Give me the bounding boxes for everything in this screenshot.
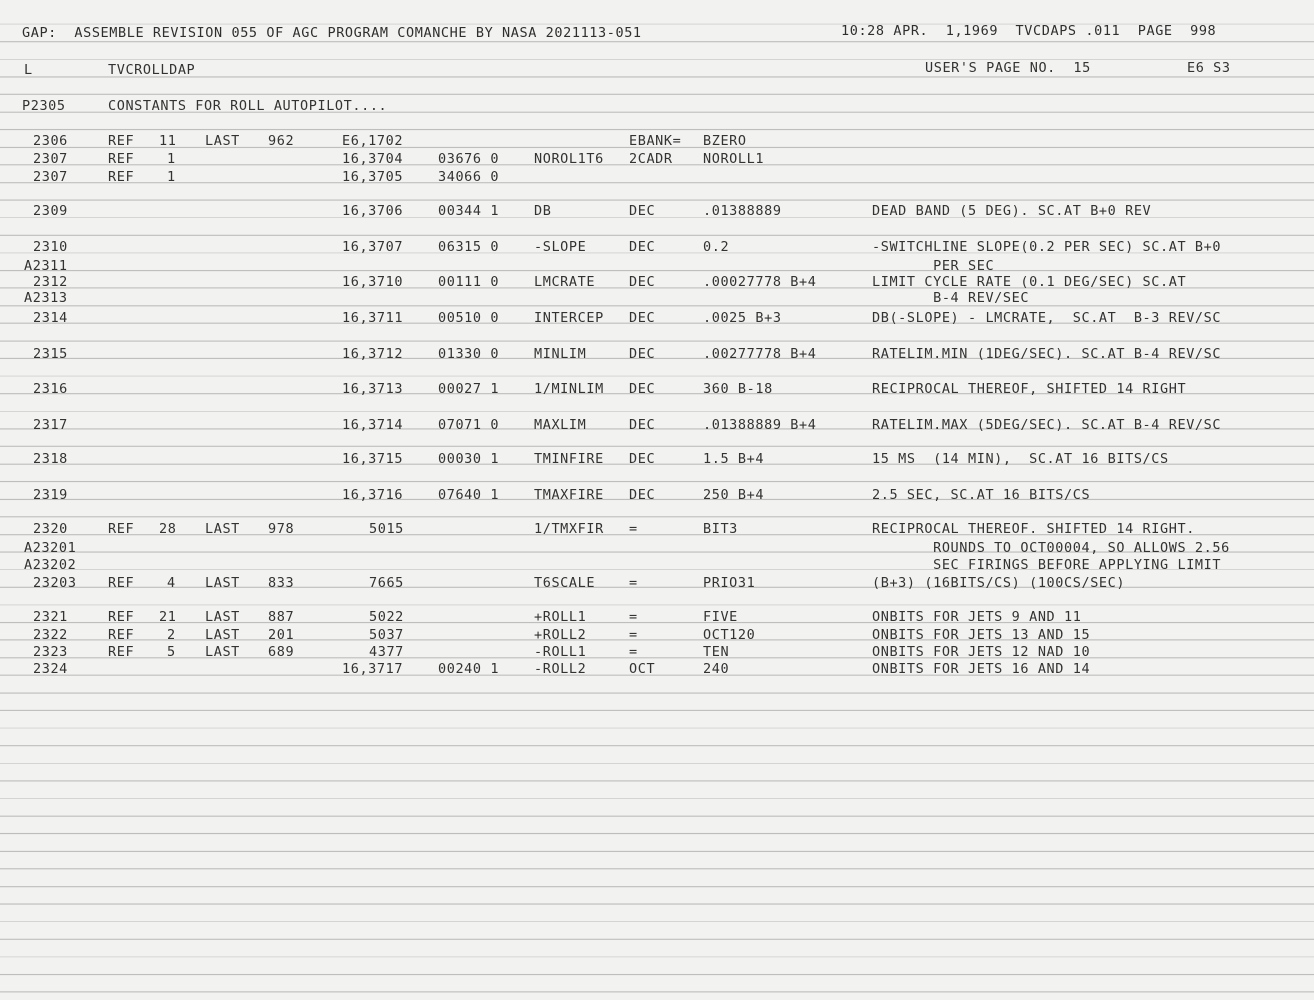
title-line-number: P2305 (22, 98, 66, 114)
address: 16,3707 (342, 239, 404, 255)
ref-keyword: REF (108, 169, 135, 185)
opcode: DEC (629, 239, 656, 255)
line-number: 2310 (33, 239, 68, 255)
symbol-label: 1/TMXFIR (534, 521, 604, 537)
line-number: 2306 (33, 133, 68, 149)
line-number: A23202 (24, 557, 77, 573)
comment: PER SEC (872, 258, 995, 274)
operand: .01388889 B+4 (703, 417, 817, 433)
comment: B-4 REV/SEC (872, 290, 1030, 306)
octal-code: 07071 0 (438, 417, 500, 433)
symbol-label: DB (534, 203, 552, 219)
comment: ONBITS FOR JETS 16 AND 14 (872, 661, 1091, 677)
ref-keyword: REF (108, 133, 135, 149)
symbol-label: NOROL1T6 (534, 151, 604, 167)
operand: FIVE (703, 609, 738, 625)
ref-count: 4 (167, 575, 176, 591)
last-line: 201 (268, 627, 295, 643)
octal-code: 01330 0 (438, 346, 500, 362)
comment: RATELIM.MIN (1DEG/SEC). SC.AT B-4 REV/SC (872, 346, 1222, 362)
address: 16,3716 (342, 487, 404, 503)
ref-keyword: REF (108, 627, 135, 643)
last-line: 689 (268, 644, 295, 660)
symbol-label: MAXLIM (534, 417, 587, 433)
comment: (B+3) (16BITS/CS) (100CS/SEC) (872, 575, 1126, 591)
ref-keyword: REF (108, 151, 135, 167)
last-keyword: LAST (205, 133, 240, 149)
opcode: DEC (629, 274, 656, 290)
line-number: 2309 (33, 203, 68, 219)
address: 5022 (369, 609, 404, 625)
comment: RECIPROCAL THEREOF. SHIFTED 14 RIGHT. (872, 521, 1195, 537)
operand: BZERO (703, 133, 747, 149)
line-number: 2323 (33, 644, 68, 660)
line-number: 2314 (33, 310, 68, 326)
operand: .0025 B+3 (703, 310, 782, 326)
symbol-label: -ROLL1 (534, 644, 587, 660)
address: 16,3704 (342, 151, 404, 167)
line-number: 2317 (33, 417, 68, 433)
opcode: EBANK= (629, 133, 682, 149)
opcode: DEC (629, 487, 656, 503)
last-line: 962 (268, 133, 295, 149)
line-number: 2324 (33, 661, 68, 677)
last-line: 833 (268, 575, 295, 591)
opcode: DEC (629, 310, 656, 326)
operand: 0.2 (703, 239, 730, 255)
comment: ROUNDS TO OCT00004, SO ALLOWS 2.56 (872, 540, 1230, 556)
operand: TEN (703, 644, 730, 660)
sheet-id: E6 S3 (1187, 60, 1231, 76)
octal-code: 00510 0 (438, 310, 500, 326)
symbol-label: LMCRATE (534, 274, 596, 290)
address: 16,3710 (342, 274, 404, 290)
octal-code: 07640 1 (438, 487, 500, 503)
line-number: 2315 (33, 346, 68, 362)
last-line: 887 (268, 609, 295, 625)
user-page-number: USER'S PAGE NO. 15 (925, 60, 1091, 76)
operand: PRIO31 (703, 575, 756, 591)
line-number: 2320 (33, 521, 68, 537)
octal-code: 00111 0 (438, 274, 500, 290)
operand: NOROLL1 (703, 151, 765, 167)
opcode: DEC (629, 417, 656, 433)
address: 7665 (369, 575, 404, 591)
comment: LIMIT CYCLE RATE (0.1 DEG/SEC) SC.AT (872, 274, 1187, 290)
address: 16,3717 (342, 661, 404, 677)
symbol-label: -SLOPE (534, 239, 587, 255)
operand: .01388889 (703, 203, 782, 219)
comment: RECIPROCAL THEREOF, SHIFTED 14 RIGHT (872, 381, 1187, 397)
operand: OCT120 (703, 627, 756, 643)
symbol-label: T6SCALE (534, 575, 596, 591)
address: E6,1702 (342, 133, 404, 149)
opcode: = (629, 627, 638, 643)
opcode: DEC (629, 346, 656, 362)
line-number: 2312 (33, 274, 68, 290)
line-number: 23203 (33, 575, 77, 591)
symbol-label: TMAXFIRE (534, 487, 604, 503)
address: 5015 (369, 521, 404, 537)
address: 16,3714 (342, 417, 404, 433)
address: 5037 (369, 627, 404, 643)
symbol-label: INTERCEP (534, 310, 604, 326)
address: 16,3705 (342, 169, 404, 185)
symbol-label: TMINFIRE (534, 451, 604, 467)
operand: 1.5 B+4 (703, 451, 765, 467)
operand: 240 (703, 661, 730, 677)
line-number: 2316 (33, 381, 68, 397)
octal-code: 34066 0 (438, 169, 500, 185)
title-line-text: CONSTANTS FOR ROLL AUTOPILOT.... (108, 98, 388, 114)
operand: 250 B+4 (703, 487, 765, 503)
address: 16,3711 (342, 310, 404, 326)
ref-keyword: REF (108, 644, 135, 660)
octal-code: 00027 1 (438, 381, 500, 397)
line-number: 2321 (33, 609, 68, 625)
octal-code: 00344 1 (438, 203, 500, 219)
line-number: 2319 (33, 487, 68, 503)
comment: ONBITS FOR JETS 12 NAD 10 (872, 644, 1091, 660)
operand: 360 B-18 (703, 381, 773, 397)
ref-count: 1 (167, 169, 176, 185)
comment: ONBITS FOR JETS 13 AND 15 (872, 627, 1091, 643)
address: 4377 (369, 644, 404, 660)
address: 16,3706 (342, 203, 404, 219)
operand: .00027778 B+4 (703, 274, 817, 290)
address: 16,3713 (342, 381, 404, 397)
opcode: = (629, 609, 638, 625)
comment: 2.5 SEC, SC.AT 16 BITS/CS (872, 487, 1091, 503)
opcode: DEC (629, 451, 656, 467)
last-keyword: LAST (205, 521, 240, 537)
section-marker: L (24, 62, 33, 78)
line-number: A2311 (24, 258, 68, 274)
header-left: GAP: ASSEMBLE REVISION 055 OF AGC PROGRAM COMANCHE BY NASA 2021113-051 (22, 25, 642, 41)
comment: RATELIM.MAX (5DEG/SEC). SC.AT B-4 REV/SC (872, 417, 1222, 433)
opcode: OCT (629, 661, 656, 677)
ref-count: 28 (159, 521, 177, 537)
ref-count: 2 (167, 627, 176, 643)
operand: BIT3 (703, 521, 738, 537)
header-right: 10:28 APR. 1,1969 TVCDAPS .011 PAGE 998 (841, 23, 1217, 39)
symbol-label: +ROLL2 (534, 627, 587, 643)
ref-count: 5 (167, 644, 176, 660)
last-keyword: LAST (205, 627, 240, 643)
operand: .00277778 B+4 (703, 346, 817, 362)
ref-count: 1 (167, 151, 176, 167)
line-number: 2307 (33, 169, 68, 185)
opcode: DEC (629, 203, 656, 219)
comment: SEC FIRINGS BEFORE APPLYING LIMIT (872, 557, 1222, 573)
opcode: 2CADR (629, 151, 673, 167)
last-line: 978 (268, 521, 295, 537)
address: 16,3712 (342, 346, 404, 362)
octal-code: 03676 0 (438, 151, 500, 167)
symbol-label: MINLIM (534, 346, 587, 362)
comment: 15 MS (14 MIN), SC.AT 16 BITS/CS (872, 451, 1169, 467)
ref-count: 21 (159, 609, 177, 625)
line-number: A2313 (24, 290, 68, 306)
comment: DEAD BAND (5 DEG). SC.AT B+0 REV (872, 203, 1152, 219)
octal-code: 00240 1 (438, 661, 500, 677)
symbol-label: -ROLL2 (534, 661, 587, 677)
symbol-label: +ROLL1 (534, 609, 587, 625)
comment: -SWITCHLINE SLOPE(0.2 PER SEC) SC.AT B+0 (872, 239, 1222, 255)
last-keyword: LAST (205, 644, 240, 660)
line-number: 2307 (33, 151, 68, 167)
ref-count: 11 (159, 133, 177, 149)
line-number: 2318 (33, 451, 68, 467)
ref-keyword: REF (108, 521, 135, 537)
comment: ONBITS FOR JETS 9 AND 11 (872, 609, 1082, 625)
opcode: = (629, 575, 638, 591)
octal-code: 06315 0 (438, 239, 500, 255)
ref-keyword: REF (108, 575, 135, 591)
opcode: = (629, 644, 638, 660)
octal-code: 00030 1 (438, 451, 500, 467)
opcode: = (629, 521, 638, 537)
section-name: TVCROLLDAP (108, 62, 196, 78)
line-number: 2322 (33, 627, 68, 643)
last-keyword: LAST (205, 609, 240, 625)
last-keyword: LAST (205, 575, 240, 591)
comment: DB(-SLOPE) - LMCRATE, SC.AT B-3 REV/SC (872, 310, 1222, 326)
ref-keyword: REF (108, 609, 135, 625)
address: 16,3715 (342, 451, 404, 467)
opcode: DEC (629, 381, 656, 397)
line-number: A23201 (24, 540, 77, 556)
symbol-label: 1/MINLIM (534, 381, 604, 397)
